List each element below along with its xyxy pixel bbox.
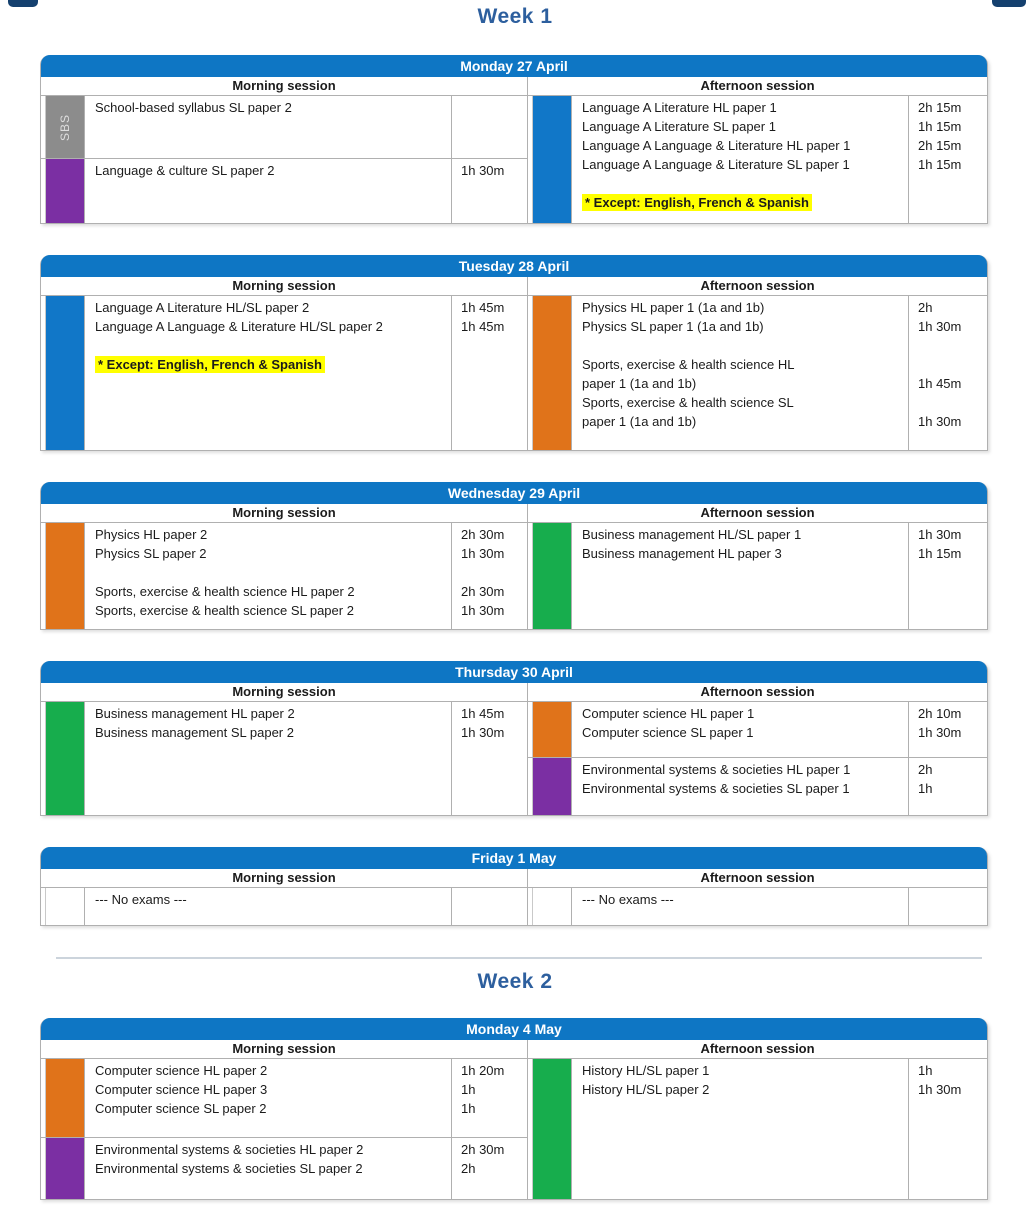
exception-note: * Except: English, French & Spanish (582, 194, 812, 211)
duration-line: 2h 30m (461, 584, 505, 599)
subject-color-cell (45, 296, 85, 450)
afternoon-session-header: Afternoon session (700, 78, 815, 93)
day-title: Monday 4 May (466, 1021, 562, 1037)
exam-line: History HL/SL paper 1 (582, 1063, 710, 1078)
duration-line: 1h (918, 781, 933, 796)
exam-row (528, 96, 987, 223)
morning-session-header: Morning session (41, 1040, 528, 1058)
duration-line: 2h (461, 1161, 476, 1176)
exam-line: Environmental systems & societies HL paper 1 (582, 762, 851, 777)
day-table (40, 847, 988, 926)
exam-row (41, 296, 527, 450)
purple-subject-block (533, 758, 571, 815)
exam-row (41, 1059, 527, 1137)
week-divider (56, 957, 982, 959)
exam-row (528, 757, 987, 815)
subject-color-cell (45, 96, 85, 158)
subject-color-cell (45, 159, 85, 223)
exam-name-cell (572, 1059, 909, 1199)
afternoon-session-header: Afternoon session (700, 505, 815, 520)
exam-name-cell (85, 296, 452, 450)
exception-note-line (582, 193, 908, 212)
exam-duration-cell (452, 702, 527, 815)
exam-line: Sports, exercise & health science HL paper 2 (95, 584, 355, 599)
duration-line: 2h 15m (918, 138, 962, 153)
subject-color-cell (45, 1059, 85, 1137)
blue-subject-block (46, 296, 84, 450)
subject-color-cell (532, 702, 572, 757)
morning-session-column (41, 888, 528, 925)
exam-line: Language A Language & Literature HL/SL paper 2 (95, 319, 383, 334)
subject-color-cell (532, 1059, 572, 1199)
morning-session-column (41, 702, 528, 815)
afternoon-session-header: Afternoon session (700, 684, 815, 699)
subject-color-cell (532, 523, 572, 629)
exam-line: Physics SL paper 2 (95, 546, 207, 561)
purple-subject-block (46, 1138, 84, 1199)
content-row (41, 888, 987, 925)
exam-name-cell (572, 758, 909, 815)
exam-name-cell (572, 702, 909, 757)
content-row (41, 96, 987, 223)
exam-duration-cell (909, 702, 987, 757)
exam-line: Sports, exercise & health science HL (582, 357, 795, 372)
session-header-row (41, 277, 987, 296)
orange-subject-block (533, 296, 571, 450)
duration-line (918, 174, 987, 193)
exam-line: Physics HL paper 1 (1a and 1b) (582, 300, 765, 315)
duration-line: 1h 15m (918, 157, 962, 172)
exam-line: Physics SL paper 1 (1a and 1b) (582, 319, 764, 334)
exam-line: Sports, exercise & health science SL paper 2 (95, 603, 354, 618)
duration-line: 1h 20m (461, 1063, 505, 1078)
duration-line: 1h 45m (461, 706, 505, 721)
exam-line: paper 1 (1a and 1b) (582, 414, 697, 429)
duration-line (461, 890, 527, 909)
morning-session-column (41, 96, 528, 223)
exam-line: Computer science HL paper 2 (95, 1063, 268, 1078)
exam-name-cell (85, 1059, 452, 1137)
duration-line: 1h 30m (918, 725, 962, 740)
duration-line: 1h 30m (461, 603, 505, 618)
week-title: Week 1 (477, 5, 553, 28)
duration-line: 1h 15m (918, 546, 962, 561)
exam-name-cell (572, 888, 909, 925)
duration-line: 1h (461, 1101, 476, 1116)
exam-row (528, 702, 987, 757)
exam-line: --- No exams --- (582, 892, 674, 907)
day-table (40, 255, 988, 451)
session-header-row (41, 683, 987, 702)
exam-row (41, 158, 527, 223)
duration-line: 1h 30m (918, 414, 962, 429)
exam-row (41, 888, 527, 925)
exam-line: Computer science SL paper 1 (582, 725, 754, 740)
day-title: Friday 1 May (471, 850, 557, 866)
green-subject-block (533, 1059, 571, 1199)
day-title: Tuesday 28 April (458, 258, 570, 274)
duration-line: 1h 45m (461, 300, 505, 315)
exam-duration-cell (452, 296, 527, 450)
orange-subject-block (46, 1059, 84, 1137)
exam-name-cell (85, 1138, 452, 1199)
morning-session-header: Morning session (41, 77, 528, 95)
subject-color-cell (45, 1138, 85, 1199)
exam-line: Business management HL/SL paper 1 (582, 527, 802, 542)
green-subject-block (533, 523, 571, 629)
duration-line: 1h (461, 1082, 476, 1097)
duration-line: 1h 30m (461, 725, 505, 740)
exam-line: Business management HL paper 3 (582, 546, 782, 561)
afternoon-session-column (528, 523, 987, 629)
morning-session-column (41, 1059, 528, 1199)
cropped-header-remnant-left-icon (8, 0, 38, 7)
day-header (41, 482, 987, 504)
duration-line: 1h 45m (461, 319, 505, 334)
exam-duration-cell (452, 96, 527, 158)
duration-line: 2h 30m (461, 527, 505, 542)
exam-name-cell (85, 888, 452, 925)
exam-name-cell (85, 159, 452, 223)
exception-note-line (95, 355, 451, 374)
afternoon-session-column (528, 702, 987, 815)
morning-session-header: Morning session (41, 869, 528, 887)
morning-session-header: Morning session (41, 683, 528, 701)
exam-line: Environmental systems & societies HL paper 2 (95, 1142, 364, 1157)
sbs-vertical-label: SBS (58, 113, 72, 141)
exam-row (41, 96, 527, 158)
duration-line: 1h 45m (918, 376, 962, 391)
afternoon-session-column (528, 296, 987, 450)
exam-row (41, 523, 527, 629)
subject-color-cell (45, 523, 85, 629)
day-title: Wednesday 29 April (447, 485, 581, 501)
duration-line: 1h 15m (918, 119, 962, 134)
duration-line (461, 336, 527, 355)
afternoon-session-header: Afternoon session (700, 278, 815, 293)
exam-name-cell (572, 523, 909, 629)
afternoon-session-column (528, 888, 987, 925)
session-header-row (41, 869, 987, 888)
content-row (41, 523, 987, 629)
exam-line: Language A Language & Literature HL paper 1 (582, 138, 851, 153)
exception-note: * Except: English, French & Spanish (95, 356, 325, 373)
duration-line (918, 193, 987, 212)
exam-name-cell (572, 96, 909, 223)
duration-line: 2h (918, 300, 933, 315)
afternoon-session-column (528, 96, 987, 223)
content-row (41, 702, 987, 815)
exam-name-cell (572, 296, 909, 450)
afternoon-session-header: Afternoon session (700, 1041, 815, 1056)
duration-line: 1h 30m (918, 1082, 962, 1097)
day-header (41, 1018, 987, 1040)
duration-line (461, 355, 527, 374)
duration-line: 2h 10m (918, 706, 962, 721)
exam-line: Language A Literature HL paper 1 (582, 100, 777, 115)
exam-duration-cell (452, 159, 527, 223)
day-table (40, 661, 988, 816)
exam-name-cell (85, 96, 452, 158)
exam-line (95, 563, 451, 582)
day-title: Thursday 30 April (455, 664, 573, 680)
exam-duration-cell (909, 888, 987, 925)
afternoon-session-column (528, 1059, 987, 1199)
morning-session-column (41, 523, 528, 629)
day-table (40, 1018, 988, 1200)
morning-session-header: Morning session (41, 277, 528, 295)
exam-line: Language A Literature SL paper 1 (582, 119, 776, 134)
subject-color-cell (532, 888, 572, 925)
duration-line: 2h (918, 762, 933, 777)
day-header (41, 55, 987, 77)
duration-line: 2h 15m (918, 100, 962, 115)
exam-line: Language & culture SL paper 2 (95, 163, 275, 178)
day-header (41, 661, 987, 683)
exam-line: --- No exams --- (95, 892, 187, 907)
day-table (40, 482, 988, 630)
exam-line: Language A Language & Literature SL paper 1 (582, 157, 850, 172)
duration-line: 1h 30m (461, 546, 505, 561)
content-row (41, 296, 987, 450)
exam-line (95, 336, 451, 355)
session-header-row (41, 504, 987, 523)
duration-line (918, 890, 987, 909)
purple-subject-block (46, 159, 84, 223)
orange-subject-block (46, 523, 84, 629)
green-subject-block (46, 702, 84, 815)
exam-line: History HL/SL paper 2 (582, 1082, 710, 1097)
exam-line: School-based syllabus SL paper 2 (95, 100, 292, 115)
exam-duration-cell (909, 96, 987, 223)
day-table (40, 55, 988, 224)
exam-name-cell (85, 523, 452, 629)
day-header (41, 255, 987, 277)
exam-line (582, 174, 908, 193)
exam-line: Business management HL paper 2 (95, 706, 295, 721)
exam-duration-cell (452, 888, 527, 925)
exam-line: Sports, exercise & health science SL (582, 395, 794, 410)
morning-session-column (41, 296, 528, 450)
subject-color-cell (532, 758, 572, 815)
duration-line (918, 336, 987, 355)
exam-row (41, 1137, 527, 1199)
exam-duration-cell (452, 523, 527, 629)
subject-color-cell (532, 296, 572, 450)
morning-session-header: Morning session (41, 504, 528, 522)
duration-line (918, 393, 987, 412)
exam-row (41, 702, 527, 815)
exam-line: Computer science HL paper 1 (582, 706, 755, 721)
session-header-row (41, 77, 987, 96)
subject-color-cell (532, 96, 572, 223)
exam-duration-cell (452, 1059, 527, 1137)
exam-duration-cell (909, 1059, 987, 1199)
duration-line: 1h 30m (918, 319, 962, 334)
duration-line (461, 98, 527, 117)
exam-line: Environmental systems & societies SL paper 1 (582, 781, 850, 796)
exam-duration-cell (452, 1138, 527, 1199)
exam-line: Computer science HL paper 3 (95, 1082, 268, 1097)
afternoon-session-header: Afternoon session (700, 870, 815, 885)
cropped-header-remnant-right-icon (992, 0, 1026, 7)
content-row (41, 1059, 987, 1199)
exam-duration-cell (909, 296, 987, 450)
exam-duration-cell (909, 523, 987, 629)
exam-name-cell (85, 702, 452, 815)
gray-subject-block (46, 96, 84, 158)
exam-row (528, 1059, 987, 1199)
subject-color-cell (45, 702, 85, 815)
exam-line: Business management SL paper 2 (95, 725, 294, 740)
day-title: Monday 27 April (460, 58, 568, 74)
exam-row (528, 523, 987, 629)
subject-color-cell (45, 888, 85, 925)
blue-subject-block (533, 96, 571, 223)
exam-duration-cell (909, 758, 987, 815)
duration-line: 1h 30m (918, 527, 962, 542)
session-header-row (41, 1040, 987, 1059)
exam-line: Language A Literature HL/SL paper 2 (95, 300, 310, 315)
exam-line: Computer science SL paper 2 (95, 1101, 267, 1116)
duration-line: 1h (918, 1063, 933, 1078)
duration-line (918, 355, 987, 374)
weeks-container (0, 2, 1030, 1200)
day-header (41, 847, 987, 869)
exam-row (528, 888, 987, 925)
week-title: Week 2 (477, 970, 553, 993)
orange-subject-block (533, 702, 571, 757)
exam-line: Environmental systems & societies SL paper 2 (95, 1161, 363, 1176)
duration-line (461, 563, 527, 582)
exam-line: Physics HL paper 2 (95, 527, 208, 542)
duration-line: 1h 30m (461, 163, 505, 178)
exam-line: paper 1 (1a and 1b) (582, 376, 697, 391)
exam-line (582, 336, 908, 355)
exam-row (528, 296, 987, 450)
duration-line: 2h 30m (461, 1142, 505, 1157)
